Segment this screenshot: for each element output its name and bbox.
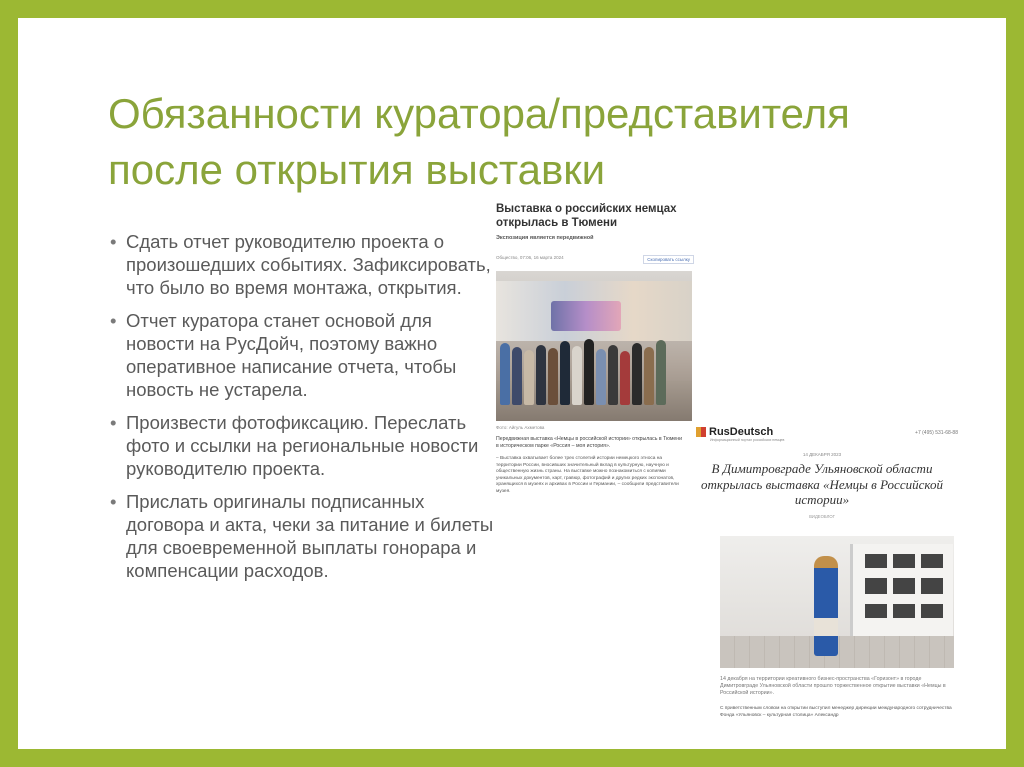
article1-photo-caption: Фото: Айгуль Ахметова xyxy=(496,425,545,430)
article1-lead: Передвижная выставка «Немцы в российской истории» открылась в Тюмени в историческом парке «Россия – моя история». xyxy=(496,436,683,449)
article2-category: ВИДЕОБЛОГ xyxy=(809,513,835,519)
article1-headline: Выставка о российских немцах открылась в Тюмени xyxy=(496,203,677,229)
article1-body: – Выставка охватывает более трех столетий истории немецкого этноса на территории России, вносивших значительный вклад в культурную, научную и общественную жизнь страны. На выставке можно познакомиться с копиями уникальных документов, карт, гравюр, фотографий и других редких экспонатов, хранящихся в музеях и архивах в России и Германии, – сообщили представители музея. xyxy=(496,456,679,494)
news-screenshot-tyumen xyxy=(496,202,696,524)
title-line-2: после открытия выставки xyxy=(108,146,606,193)
slide-title xyxy=(108,86,928,198)
article1-photo xyxy=(496,271,692,421)
site-phone: +7 (495) 531-68-88 xyxy=(915,430,958,436)
bullet-item: • Сдать отчет руководителю проекта о произошедших событиях. Зафиксировать, что было во время монтажа, открытия. xyxy=(110,230,500,299)
article2-date: 14 ДЕКАБРЯ 2023 xyxy=(802,452,842,457)
group-of-people xyxy=(500,325,690,405)
article2-lead: 14 декабря на территории креативного бизнес-пространства «Горизонт» в городе Димитровграде Ульяновской области прошло торжественное открытие выставки «Немцы в Российской истории». xyxy=(720,676,946,696)
article2-body: С приветственным словом на открытии выступил менеджер дирекции международного сотрудничества Фонда «Ульяновск – культурная столица» Александр xyxy=(720,706,952,718)
article1-date: Общество, 07:06, 16 марта 2024 xyxy=(496,255,564,260)
article2-photo xyxy=(720,536,954,668)
logo-text: RusDeutsch xyxy=(709,426,774,438)
copy-link-button: Скопировать ссылку xyxy=(643,255,694,264)
title-line-1: Обязанности куратора/представителя xyxy=(108,90,850,137)
bullet-item: • Произвести фотофиксацию. Переслать фото и ссылки на региональные новости руководителю проекта. xyxy=(110,411,500,480)
article2-headline: В Димитровграде Ульяновской области открылась выставка «Немцы в Российской истории» xyxy=(701,461,943,507)
bullet-item: • Отчет куратора станет основой для новости на РусДойч, поэтому важно оперативное написание отчета, чтобы новость не устарела. xyxy=(110,309,500,401)
slide xyxy=(18,18,1006,749)
article1-meta xyxy=(496,255,696,265)
site-header xyxy=(686,424,958,444)
logo-mark-icon xyxy=(696,427,706,437)
news-screenshot-rusdeutsch xyxy=(686,424,958,730)
site-tagline: Информационный портал российских немцев xyxy=(710,438,785,442)
visitor-figure xyxy=(814,556,838,656)
rusdeutsch-logo xyxy=(696,426,773,438)
bullet-item: • Прислать оригиналы подписанных договора и акта, чеки за питание и билеты для своевременной выплаты гонорара и компенсации расходов. xyxy=(110,490,500,582)
bullet-list xyxy=(110,230,500,592)
article1-subhead: Экспозиция является передвижной xyxy=(496,235,594,241)
